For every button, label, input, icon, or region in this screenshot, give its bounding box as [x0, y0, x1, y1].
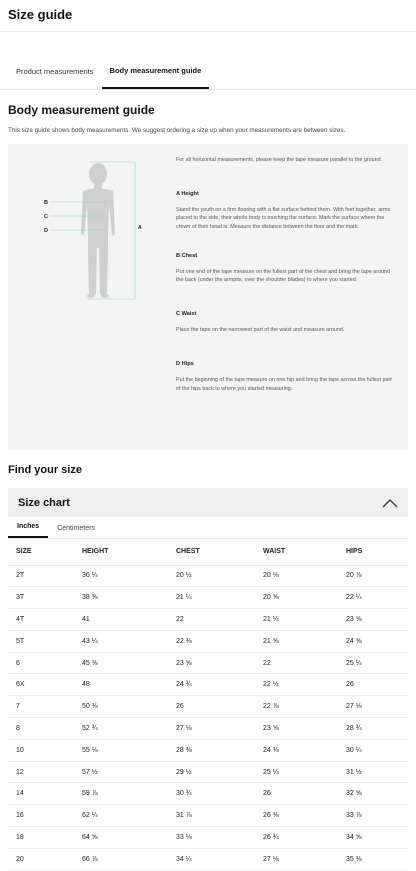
waist-cell: 24 ⅜	[255, 739, 338, 761]
size-cell: 3T	[8, 587, 74, 609]
col-height-header: HEIGHT	[74, 539, 168, 565]
waist-cell: 20 ⅝	[255, 587, 338, 609]
height-cell: 43 ¼	[74, 630, 168, 652]
size-table-header-row	[8, 539, 408, 565]
size-cell: 6X	[8, 674, 74, 696]
height-cell: 64 ⅝	[74, 827, 168, 849]
height-cell: 48	[74, 674, 168, 696]
hips-cell: 26	[338, 674, 408, 696]
hips-cell: 27 ⅛	[338, 696, 408, 718]
size-cell: 5T	[8, 630, 74, 652]
table-row	[8, 587, 408, 609]
chest-cell: 24 ¾	[168, 674, 255, 696]
instruction-waist: C Waist Place the tape on the narrowest part of the waist and measure around.	[176, 311, 345, 334]
size-cell: 18	[8, 827, 74, 849]
unit-tabs	[8, 517, 408, 539]
chest-cell: 21 ¼	[168, 587, 255, 609]
guide-intro: This size guide shows body measurements. We suggest ordering a size up when your measurements are between sizes.	[8, 127, 346, 134]
hips-cell: 34 ⅝	[338, 827, 408, 849]
waist-cell: 23 ⅝	[255, 718, 338, 740]
tab-product-measurements[interactable]: Product measurements	[16, 67, 94, 76]
chest-cell: 29 ½	[168, 761, 255, 783]
table-row	[8, 783, 408, 805]
chest-cell: 27 ⅛	[168, 718, 255, 740]
table-row	[8, 827, 408, 849]
table-row	[8, 674, 408, 696]
hips-cell: 25 ¼	[338, 652, 408, 674]
col-size-header: SIZE	[8, 539, 74, 565]
hips-cell: 22 ¼	[338, 587, 408, 609]
waist-cell: 26 ⅜	[255, 805, 338, 827]
size-cell: 7	[8, 696, 74, 718]
chest-cell: 34 ¼	[168, 848, 255, 870]
measurement-instructions	[171, 144, 408, 450]
size-cell: 16	[8, 805, 74, 827]
hips-cell: 28 ¾	[338, 718, 408, 740]
size-chart	[8, 488, 408, 871]
waist-cell: 22 ⅞	[255, 696, 338, 718]
waist-cell: 22	[255, 652, 338, 674]
chest-cell: 28 ⅜	[168, 739, 255, 761]
page-title: Size guide	[8, 7, 73, 22]
table-row	[8, 718, 408, 740]
hips-cell: 23 ⅝	[338, 609, 408, 631]
body-figure	[8, 144, 171, 450]
size-cell: 8	[8, 718, 74, 740]
top-bar	[0, 0, 416, 32]
hips-cell: 35 ⅜	[338, 848, 408, 870]
size-cell: 6	[8, 652, 74, 674]
chest-cell: 20 ½	[168, 565, 255, 587]
table-row	[8, 609, 408, 631]
waist-cell: 21 ⅝	[255, 630, 338, 652]
tab-inches[interactable]: Inches	[8, 523, 48, 538]
chest-cell: 22 ⅜	[168, 630, 255, 652]
guide-tabs	[0, 32, 416, 90]
col-waist-header: WAIST	[255, 539, 338, 565]
table-row	[8, 848, 408, 870]
tab-centimeters[interactable]: Centimeters	[57, 525, 95, 532]
table-row	[8, 761, 408, 783]
size-cell: 14	[8, 783, 74, 805]
waist-cell: 27 ⅛	[255, 848, 338, 870]
chest-cell: 31 ⅞	[168, 805, 255, 827]
child-silhouette-illustration	[8, 144, 171, 450]
table-row	[8, 739, 408, 761]
instruction-height: A Height Stand the youth on a firm flooring with a flat surface behind them. With feet together, arms placed to the side, their whole body is touching the surface. Mark the surface where the crown of their head is. Measure the distance between the floor and the mark.	[176, 191, 391, 230]
hips-cell: 31 ½	[338, 761, 408, 783]
table-row	[8, 630, 408, 652]
label-c: C	[44, 214, 48, 220]
size-cell: 10	[8, 739, 74, 761]
hips-cell: 33 ⅞	[338, 805, 408, 827]
instruction-hips: D Hips Put the beginning of the tape measure on one hip and bring the tape across the fullest part of the hips back to where you started measuring.	[176, 361, 392, 392]
hips-cell: 24 ⅝	[338, 630, 408, 652]
waist-cell: 25 ¼	[255, 761, 338, 783]
measurement-guide-panel	[8, 144, 408, 450]
size-cell: 4T	[8, 609, 74, 631]
table-row	[8, 565, 408, 587]
general-instruction: For all horizontal measurements, please keep the tape measure parallel to the ground.	[176, 157, 383, 163]
tab-body-measurement-guide[interactable]: Body measurement guide	[102, 63, 210, 89]
height-cell: 50 ⅜	[74, 696, 168, 718]
height-cell: 36 ¼	[74, 565, 168, 587]
col-hips-header: HIPS	[338, 539, 408, 565]
height-cell: 55 ⅛	[74, 739, 168, 761]
hips-cell: 32 ⅝	[338, 783, 408, 805]
waist-cell: 20 ⅛	[255, 565, 338, 587]
chest-cell: 33 ⅛	[168, 827, 255, 849]
height-cell: 41	[74, 609, 168, 631]
label-b: B	[44, 200, 48, 206]
label-a-arrow: A	[138, 225, 142, 231]
height-cell: 59 ⅞	[74, 783, 168, 805]
size-table	[8, 539, 408, 871]
table-row	[8, 696, 408, 718]
chest-cell: 22	[168, 609, 255, 631]
instruction-chest: B Chest Put one end of the tape measure on the fullest part of the chest and bring the tape around the back (under the armpits, over the shoulder blades) to where you started.	[176, 252, 390, 284]
size-cell: 20	[8, 848, 74, 870]
table-row	[8, 805, 408, 827]
table-row	[8, 652, 408, 674]
height-cell: 57 ½	[74, 761, 168, 783]
size-chart-title: Size chart	[18, 496, 70, 509]
waist-cell: 22 ½	[255, 674, 338, 696]
label-d: D	[44, 228, 48, 234]
size-chart-header[interactable]	[8, 488, 408, 517]
chevron-up-icon[interactable]	[382, 498, 398, 508]
col-chest-header: CHEST	[168, 539, 255, 565]
height-cell: 52 ¾	[74, 718, 168, 740]
height-cell: 45 ⅝	[74, 652, 168, 674]
hips-cell: 20 ⅞	[338, 565, 408, 587]
waist-cell: 26	[255, 783, 338, 805]
waist-cell: 21 ¼	[255, 609, 338, 631]
guide-title: Body measurement guide	[8, 103, 155, 117]
height-cell: 62 ¼	[74, 805, 168, 827]
chest-cell: 30 ¾	[168, 783, 255, 805]
height-cell: 66 ⅞	[74, 848, 168, 870]
find-your-size-title: Find your size	[8, 464, 82, 476]
size-cell: 12	[8, 761, 74, 783]
chest-cell: 26	[168, 696, 255, 718]
chest-cell: 23 ⅝	[168, 652, 255, 674]
height-cell: 38 ⅝	[74, 587, 168, 609]
size-cell: 2T	[8, 565, 74, 587]
hips-cell: 30 ¼	[338, 739, 408, 761]
waist-cell: 26 ¾	[255, 827, 338, 849]
